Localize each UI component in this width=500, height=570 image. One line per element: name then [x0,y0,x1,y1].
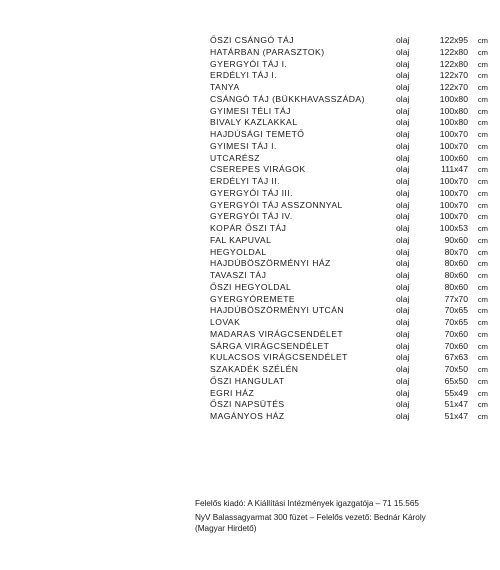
artwork-size-unit: cm [477,282,488,292]
artwork-size: 80x60 [444,281,468,292]
artwork-medium: olaj [396,129,410,139]
artwork-size: 100x70 [439,187,468,198]
artwork-size-unit: cm [477,294,488,304]
artwork-title: ŐSZI CSÁNGÓ TÁJ [210,35,294,45]
artwork-size: 80x70 [444,246,468,257]
artwork-row [210,282,488,294]
artwork-row [210,82,488,94]
artwork-medium: olaj [396,58,410,69]
artwork-size-unit: cm [477,36,488,45]
artwork-size-unit: cm [477,259,488,269]
artwork-title: HAJDÚSÁGI TEMETŐ [210,129,305,139]
artwork-size: 51x47 [444,399,468,410]
artwork-size: 70x60 [444,328,468,339]
artwork-size: 122x95 [439,35,468,45]
artwork-title: GYERGYÓI TÁJ ASSZONNYAL [210,199,343,210]
artwork-title: EGRI HÁZ [210,387,255,398]
artwork-size-unit: cm [477,235,488,245]
artwork-row [210,388,488,400]
artwork-medium: olaj [396,35,410,45]
artwork-title: GYERGYÓREMETE [210,293,296,304]
artwork-size: 111x47 [441,164,468,175]
artwork-size-unit: cm [477,271,488,280]
artwork-size-unit: cm [477,71,488,81]
artwork-size: 100x70 [439,140,468,151]
artwork-title: GYERGYÓI TÁJ I. [210,58,288,69]
artwork-title: ŐSZI HANGULAT [210,375,285,386]
artwork-medium: olaj [396,375,410,386]
artwork-row [210,305,488,317]
artwork-medium: olaj [396,223,410,233]
artwork-title: GYIMESI TÉLI TÁJ [210,105,291,116]
artwork-size: 70x65 [444,317,468,327]
imprint [195,498,495,534]
artwork-medium: olaj [396,387,410,398]
artwork-row [210,235,488,247]
artwork-size-unit: cm [477,165,488,175]
artwork-size: 122x70 [439,82,468,92]
artwork-size: 70x50 [444,364,468,374]
artwork-size-unit: cm [477,400,488,410]
artwork-size: 70x65 [444,305,468,316]
artwork-size-unit: cm [477,353,488,363]
artwork-medium: olaj [396,117,410,128]
artwork-size: 77x70 [444,293,468,304]
artwork-medium: olaj [396,176,410,186]
artwork-title: FAL KAPUVAL [210,234,272,245]
artwork-medium: olaj [396,281,410,292]
artwork-medium: olaj [396,93,410,104]
artwork-medium: olaj [396,317,410,327]
artwork-size-unit: cm [477,212,488,222]
artwork-row [210,258,488,270]
artwork-row [210,211,488,223]
artwork-medium: olaj [396,105,410,116]
artwork-size: 70x60 [444,340,468,351]
artwork-size-unit: cm [477,329,488,339]
artwork-title: TANYA [210,82,240,92]
artwork-row [210,94,488,106]
artwork-size-unit: cm [477,224,488,233]
artwork-size-unit: cm [477,306,488,316]
artwork-row [210,35,488,47]
artwork-title: HAJDÚBÖSZÖRMÉNYI UTCÁN [210,305,345,316]
artwork-medium: olaj [396,211,410,222]
artwork-title: ŐSZI HEGYOLDAL [210,281,292,292]
artwork-title: GYERGYÓI TÁJ III. [210,187,293,198]
artwork-row [210,47,488,59]
artwork-size: 122x80 [439,46,468,57]
artwork-size-unit: cm [477,247,488,257]
artwork-medium: olaj [396,340,410,351]
artwork-size-unit: cm [477,200,488,210]
artwork-title: ŐSZI NAPSÜTÉS [210,399,285,410]
artwork-medium: olaj [396,187,410,198]
artwork-title: HATÁRBAN (PARASZTOK) [210,46,325,57]
artwork-size-unit: cm [477,106,488,116]
artwork-size: 67x63 [444,352,468,363]
artwork-row [210,294,488,306]
artwork-size-unit: cm [477,141,488,151]
artwork-medium: olaj [396,352,410,363]
artwork-title: KULACSOS VIRÁGCSENDÉLET [210,352,348,363]
artwork-medium: olaj [396,328,410,339]
artwork-title: UTCARÉSZ [210,152,260,163]
artwork-size: 100x53 [439,223,468,233]
artwork-size: 100x70 [439,199,468,210]
artwork-row [210,247,488,259]
artwork-medium: olaj [396,140,410,151]
artwork-size: 100x60 [439,152,468,163]
artwork-row [210,106,488,118]
artwork-title: KOPÁR ŐSZI TÁJ [210,223,287,233]
artwork-medium: olaj [396,152,410,163]
artwork-medium: olaj [396,399,410,410]
artwork-size-unit: cm [477,177,488,186]
artwork-medium: olaj [396,46,410,57]
artwork-medium: olaj [396,258,410,269]
artwork-medium: olaj [396,293,410,304]
artwork-row [210,188,488,200]
artwork-size-unit: cm [477,412,488,421]
artwork-title: HAJDÚBÖSZÖRMÉNYI HÁZ [210,258,331,269]
artwork-size-unit: cm [477,365,488,374]
artwork-size: 65x50 [444,375,468,386]
artwork-size-unit: cm [477,59,488,69]
artwork-size-unit: cm [477,118,488,128]
artwork-row [210,117,488,129]
artwork-title: GYERGYÓI TÁJ IV. [210,211,293,222]
artwork-title: ERDÉLYI TÁJ I. [210,70,278,81]
artwork-row [210,153,488,165]
artwork-title: MAGÁNYOS HÁZ [210,411,285,421]
artwork-title: HEGYOLDAL [210,246,267,257]
artwork-title: CSÁNGÓ TÁJ (BÜKKHAVASSZÁDA) [210,93,365,104]
artwork-size: 90x60 [444,234,468,245]
artwork-row [210,399,488,411]
artwork-medium: olaj [396,246,410,257]
artwork-size-unit: cm [477,188,488,198]
artwork-row [210,70,488,82]
artwork-size: 100x80 [439,105,468,116]
artwork-size-unit: cm [477,47,488,57]
artwork-medium: olaj [396,411,410,421]
artwork-size: 122x80 [439,58,468,69]
artwork-title: TAVASZI TÁJ [210,270,267,280]
artwork-medium: olaj [396,305,410,316]
artwork-size: 55x49 [444,387,468,398]
artwork-row [210,270,488,282]
artwork-medium: olaj [396,234,410,245]
artwork-row [210,164,488,176]
artwork-title: BIVALY KAZLAKKAL [210,117,298,128]
artwork-row [210,59,488,71]
artwork-row [210,352,488,364]
artwork-row [210,329,488,341]
artwork-size-unit: cm [477,376,488,386]
artwork-row [210,341,488,353]
artwork-title: MADARAS VIRÁGCSENDÉLET [210,328,344,339]
artwork-row [210,176,488,188]
artwork-size: 100x80 [439,93,468,104]
artwork-size: 80x60 [444,270,468,280]
artwork-row [210,141,488,153]
artwork-row [210,200,488,212]
artwork-size-unit: cm [477,83,488,92]
imprint-publisher: Felelős kiadó: A Kiállítási Intézmények igazgatója – 71 15.565 [195,499,419,508]
artwork-title: CSEREPES VIRÁGOK [210,164,306,175]
artwork-title: LOVAK [210,317,241,327]
artwork-list [210,35,488,423]
artwork-row [210,223,488,235]
artwork-size: 100x70 [439,211,468,222]
artwork-medium: olaj [396,82,410,92]
artwork-row [210,129,488,141]
artwork-size: 122x70 [439,70,468,81]
artwork-size: 51x47 [444,411,468,421]
imprint-agency: (Magyar Hirdető) [195,524,257,533]
imprint-printer: NyV Balassagyarmat 300 füzet – Felelős vezető: Bednár Károly [195,513,426,522]
artwork-size-unit: cm [477,153,488,163]
artwork-medium: olaj [396,70,410,81]
artwork-title: SÁRGA VIRÁGCSENDÉLET [210,340,330,351]
artwork-title: GYIMESI TÁJ I. [210,140,277,151]
artwork-size: 100x80 [439,117,468,128]
artwork-title: SZAKADÉK SZÉLÉN [210,364,299,374]
artwork-size-unit: cm [477,318,488,327]
artwork-row [210,364,488,376]
artwork-row [210,317,488,329]
artwork-size-unit: cm [477,130,488,139]
artwork-title: ERDÉLYI TÁJ II. [210,176,280,186]
artwork-medium: olaj [396,364,410,374]
artwork-row [210,411,488,423]
artwork-row [210,376,488,388]
artwork-size: 100x70 [439,176,468,186]
artwork-size: 100x70 [439,129,468,139]
artwork-size-unit: cm [477,388,488,398]
artwork-size-unit: cm [477,341,488,351]
artwork-medium: olaj [396,164,410,175]
artwork-size-unit: cm [477,94,488,104]
artwork-medium: olaj [396,199,410,210]
artwork-size: 80x60 [444,258,468,269]
artwork-medium: olaj [396,270,410,280]
